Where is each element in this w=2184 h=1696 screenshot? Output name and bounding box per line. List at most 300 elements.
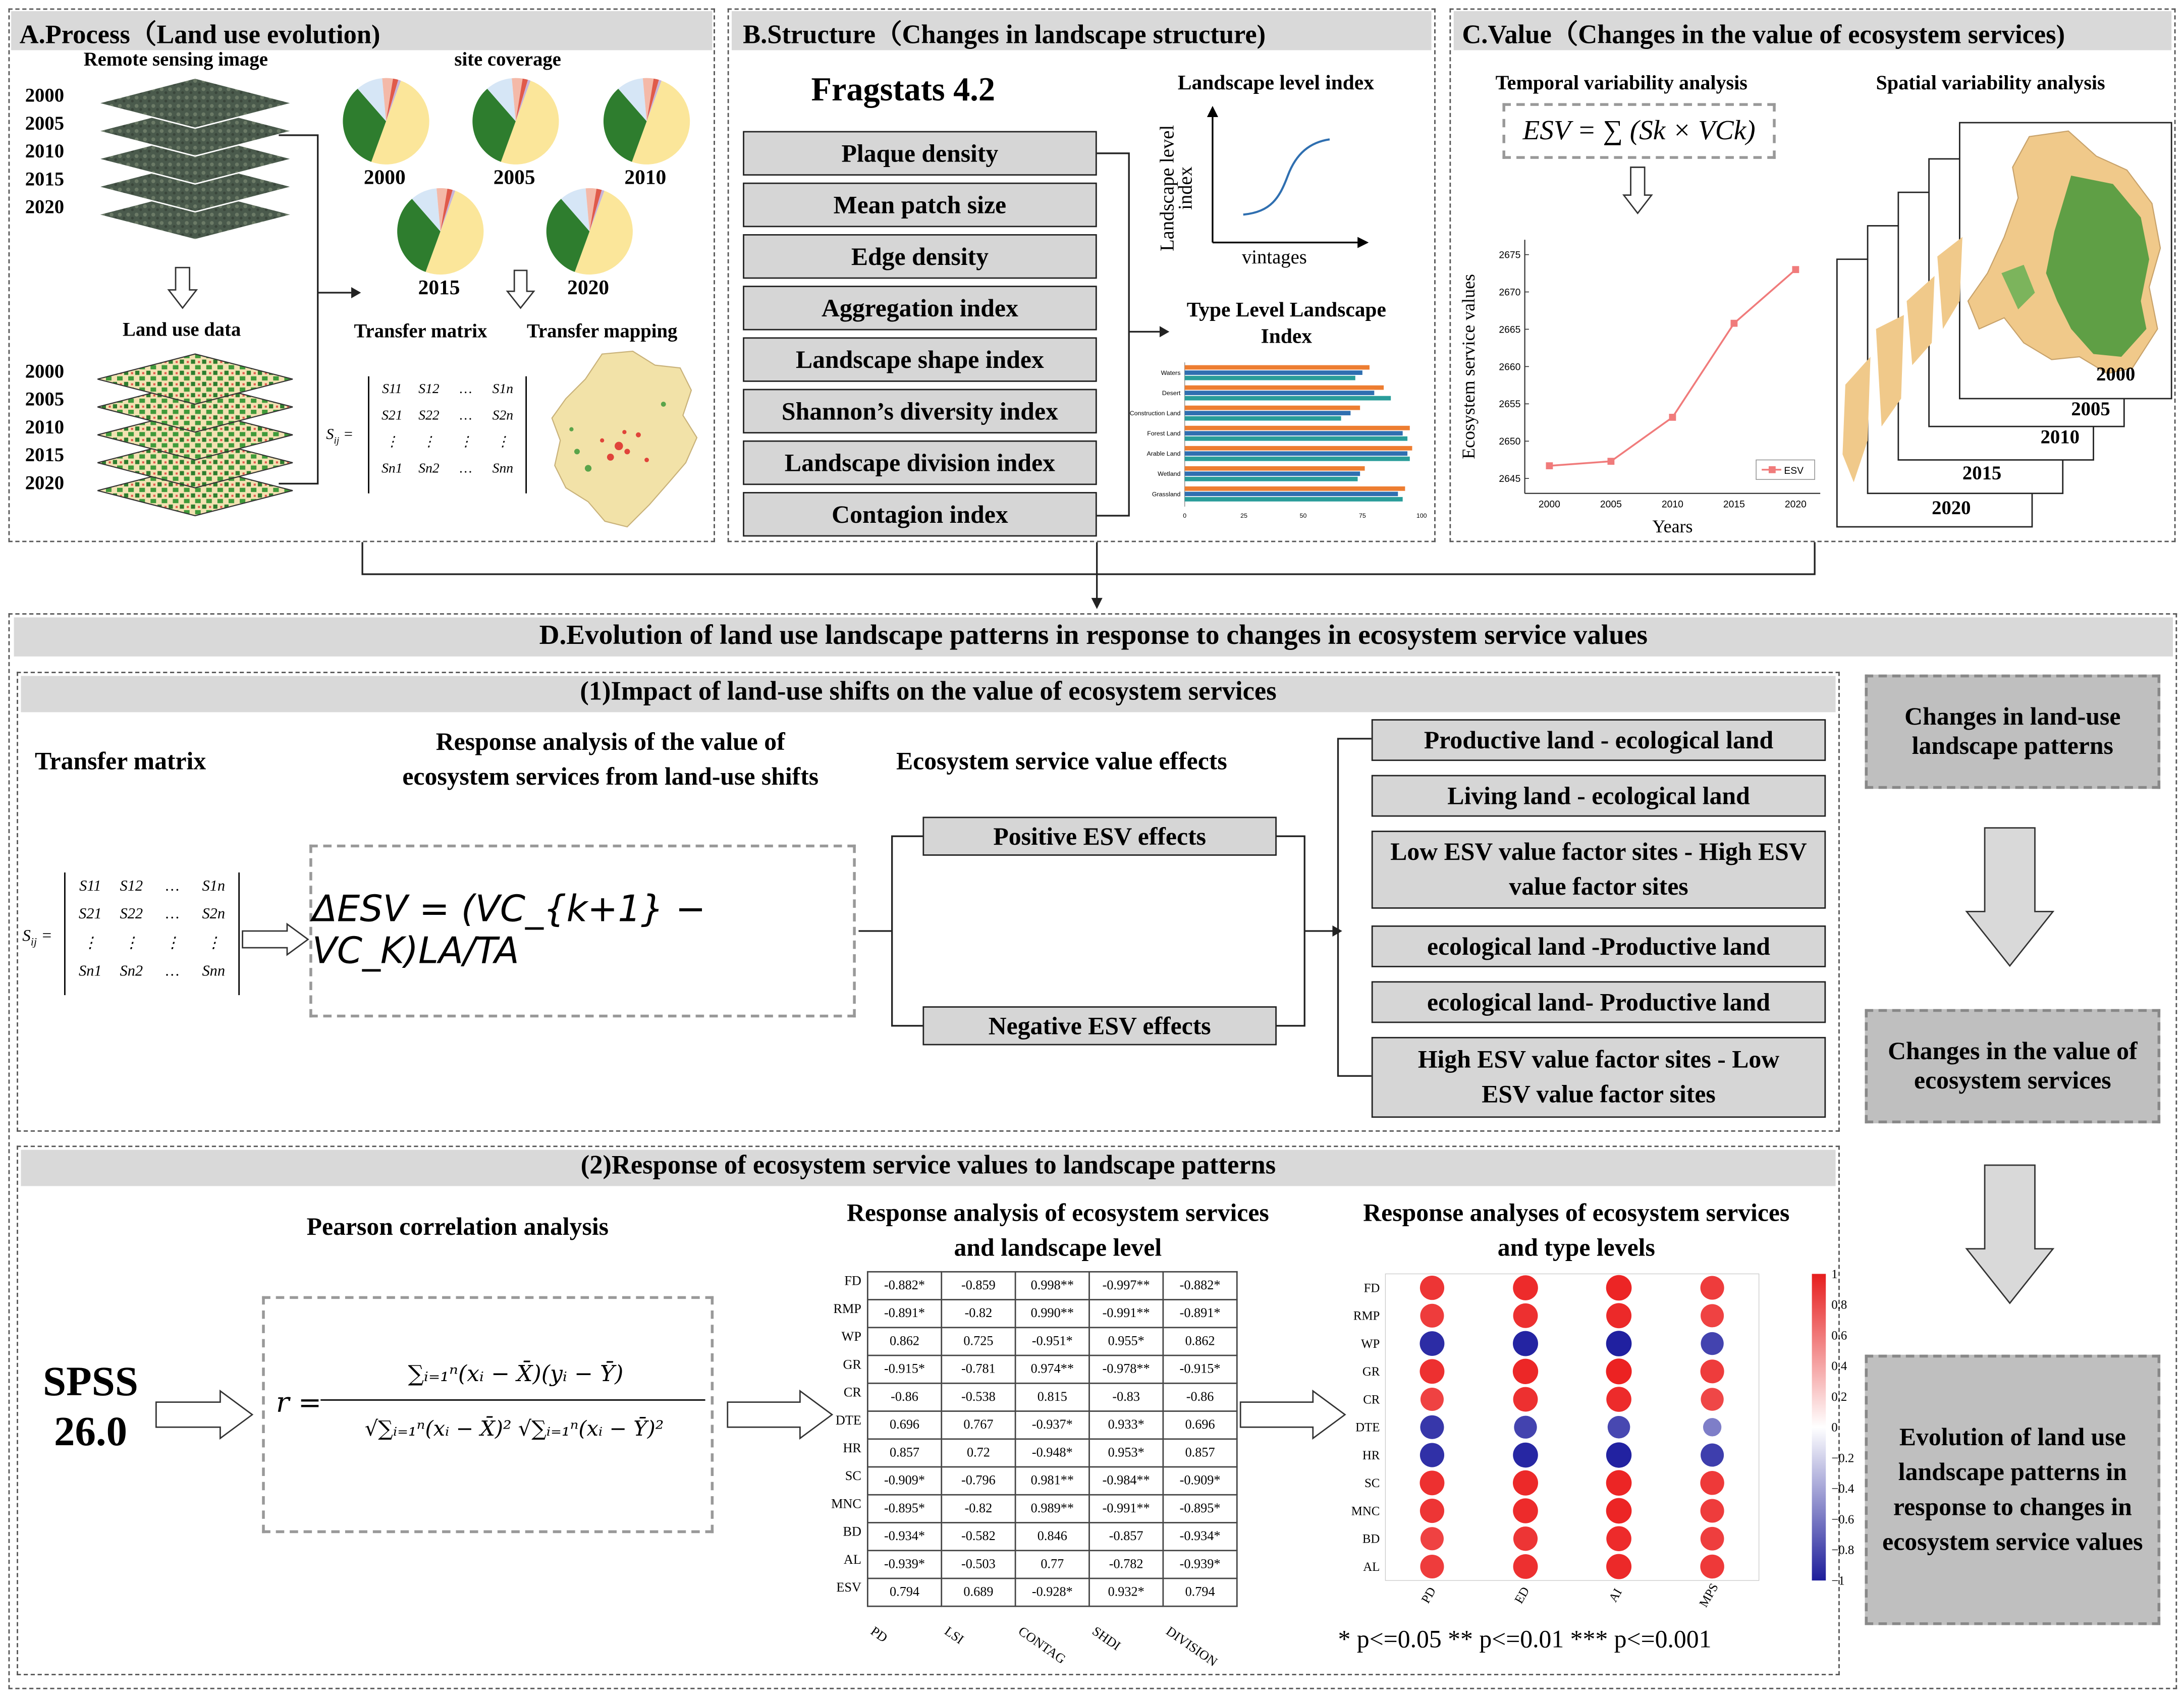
land-use-data-label: Land use data [123, 320, 241, 342]
dot [1701, 1359, 1724, 1383]
year-label: 2010 [25, 142, 65, 163]
table-row [867, 1522, 1237, 1550]
type-level-title: Type Level Landscape Index [1186, 299, 1386, 349]
index-box: Plaque density [743, 131, 1097, 176]
dot [1703, 1418, 1721, 1436]
dot [1420, 1470, 1445, 1495]
colorbar-tick-label: −0.4 [1831, 1482, 1854, 1496]
matrix-cell: ⋮ [459, 434, 473, 451]
table-row-label: CR [843, 1387, 861, 1401]
fragstats-label: Fragstats 4.2 [811, 72, 996, 109]
type-category-label: Wetland [1158, 470, 1181, 478]
pie-year-2020: 2020 [567, 277, 609, 300]
transfer-mapping-label: Transfer mapping [527, 322, 678, 343]
table-cell: 0.77 [1015, 1551, 1089, 1578]
dot-row-label: DTE [1355, 1420, 1380, 1435]
y-tick-label: 2665 [1499, 324, 1521, 336]
side-box-landscape: Changes in land-use landscape patterns [1865, 675, 2161, 789]
dot [1606, 1470, 1632, 1496]
dot [1513, 1470, 1538, 1496]
type-level-response-title: Response analyses of ecosystem services and type levels [1363, 1198, 1790, 1262]
negative-esv-box: Negative ESV effects [922, 1006, 1277, 1045]
type-category-label: Grassland [1152, 490, 1181, 498]
table-cell: 0.725 [942, 1328, 1015, 1355]
correlation-dot-plot [1330, 1267, 1854, 1617]
matrix-lhs-s: S [22, 925, 31, 945]
table-row [867, 1355, 1237, 1383]
dot [1700, 1555, 1724, 1578]
table-cell: -0.82 [942, 1495, 1015, 1522]
dot [1606, 1526, 1631, 1551]
pie-year-2000: 2000 [363, 167, 406, 190]
type-tick-label: 0 [1183, 512, 1187, 520]
dot [1513, 1554, 1538, 1579]
right-arrow-icon [728, 1390, 834, 1440]
dot-row-label: SC [1364, 1476, 1380, 1491]
panel-d-title: D.Evolution of land use landscape patterns in response to changes in ecosystem service values [14, 618, 2173, 656]
landscape-level-title: Landscape level index [1177, 72, 1374, 95]
matrix-cell: Snn [492, 461, 514, 477]
matrix-cell: … [459, 381, 472, 398]
table-row-label: RMP [833, 1303, 861, 1318]
effects-title: Ecosystem service value effects [896, 747, 1227, 775]
table-col-label: PD [867, 1625, 890, 1647]
esv-formula: ESV = ∑ (Sk × VCk) [1522, 115, 1756, 146]
table-row [867, 1411, 1237, 1439]
table-cell: 0.689 [942, 1578, 1015, 1606]
table-cell: -0.991** [1089, 1495, 1163, 1522]
matrix-cell: S1n [492, 381, 514, 398]
dot-row-label: BD [1362, 1532, 1380, 1546]
dot [1421, 1388, 1444, 1411]
dot [1701, 1499, 1724, 1522]
type-tick-label: 75 [1358, 512, 1366, 520]
table-cell: 0.933* [1089, 1411, 1163, 1439]
down-arrow-icon [1965, 828, 2054, 967]
index-box: Landscape division index [743, 441, 1097, 485]
dot [1606, 1358, 1632, 1384]
table-cell: -0.928* [1015, 1578, 1089, 1606]
matrix-cell: S11 [79, 878, 101, 895]
dot [1420, 1331, 1445, 1356]
colorbar-tick-label: 0.8 [1831, 1298, 1847, 1312]
transition-box: Living land - ecological land [1372, 775, 1826, 817]
dot [1420, 1276, 1444, 1300]
dot-col-label: MPS [1697, 1581, 1721, 1610]
table-cell: -0.895* [1163, 1495, 1237, 1522]
x-tick-label: 2010 [1661, 499, 1683, 510]
table-row-label: AL [843, 1554, 861, 1568]
table-cell: 0.696 [1163, 1411, 1237, 1439]
map-year-2015: 2015 [1962, 464, 2002, 485]
table-cell: -0.86 [867, 1383, 941, 1411]
table-cell: 0.857 [867, 1439, 941, 1467]
table-row-label: FD [844, 1275, 861, 1289]
dot [1701, 1388, 1723, 1410]
colorbar-tick-label: −0.2 [1831, 1451, 1854, 1465]
table-cell: -0.891* [867, 1300, 941, 1328]
right-arrow-icon [156, 1390, 253, 1440]
year-label: 2005 [25, 114, 65, 135]
site-coverage-label: site coverage [454, 50, 561, 71]
dot [1514, 1416, 1537, 1439]
index-box: Edge density [743, 234, 1097, 279]
table-cell: -0.909* [867, 1467, 941, 1495]
table-cell: 0.981** [1015, 1467, 1089, 1495]
matrix-cell: S1n [202, 878, 226, 895]
year-label: 2015 [25, 446, 65, 467]
table-col-label: LSI [941, 1625, 966, 1648]
matrix-cell: … [166, 963, 180, 980]
matrix-cell: S22 [418, 408, 440, 424]
spatial-title: Spatial variability analysis [1876, 72, 2105, 95]
dot-col-label: ED [1512, 1584, 1533, 1606]
dot-row-label: FD [1363, 1281, 1380, 1295]
colorbar-tick-label: −0.6 [1831, 1512, 1854, 1526]
table-row-label: GR [843, 1358, 861, 1373]
matrix-lhs-sub: ij [30, 936, 37, 949]
table-cell: 0.998** [1015, 1272, 1089, 1299]
matrix-cell: ⋮ [206, 935, 222, 952]
index-box: Shannon’s diversity index [743, 389, 1097, 433]
dot [1420, 1443, 1444, 1467]
table-cell: -0.882* [867, 1272, 941, 1299]
colorbar-tick-label: 1 [1831, 1267, 1838, 1281]
dot [1701, 1276, 1724, 1300]
table-cell: -0.939* [867, 1551, 941, 1578]
table-row [867, 1439, 1237, 1467]
dot [1606, 1303, 1631, 1328]
dot [1513, 1526, 1538, 1551]
dot-col-label: AI [1606, 1586, 1625, 1605]
matrix-cell: S2n [492, 408, 514, 424]
matrix-cell: … [166, 906, 180, 923]
significance-note: * p<=0.05 ** p<=0.01 *** p<=0.001 [1338, 1625, 1712, 1653]
table-cell: -0.937* [1015, 1411, 1089, 1439]
type-category-label: Desert [1162, 390, 1181, 397]
colorbar-tick-label: 0.6 [1831, 1329, 1847, 1343]
colorbar-tick-label: −1 [1831, 1574, 1845, 1588]
matrix-lhs-sub: ij [334, 435, 340, 447]
colorbar [1812, 1274, 1826, 1580]
dot [1420, 1415, 1444, 1439]
table-row [867, 1383, 1237, 1411]
colorbar-tick-label: −0.8 [1831, 1543, 1854, 1557]
matrix-cell: S22 [120, 906, 143, 923]
table-cell: -0.895* [867, 1495, 941, 1522]
dot [1700, 1471, 1724, 1495]
dot-row-label: RMP [1353, 1309, 1380, 1323]
table-cell: 0.846 [1015, 1522, 1089, 1550]
dot [1420, 1499, 1444, 1523]
table-row-label: SC [845, 1470, 861, 1485]
dot-row-label: WP [1361, 1337, 1380, 1351]
dot-row-label: GR [1362, 1365, 1380, 1379]
temporal-title: Temporal variability analysis [1495, 72, 1748, 95]
table-cell: 0.862 [1163, 1328, 1237, 1355]
table-cell: 0.932* [1089, 1578, 1163, 1606]
colorbar-tick-label: 0 [1831, 1420, 1838, 1435]
panel-a-title: A.Process（Land use evolution) [11, 11, 712, 50]
matrix-cell: ⋮ [385, 434, 399, 451]
dot-row-label: AL [1363, 1560, 1380, 1574]
table-row [867, 1328, 1237, 1355]
dot-row-label: HR [1362, 1448, 1380, 1462]
sub1-transfer-matrix: Transfer matrix [35, 747, 206, 775]
table-row-label: HR [843, 1442, 861, 1457]
y-tick-label: 2655 [1499, 399, 1521, 410]
delta-esv-formula: ΔESV = (VC_{k+1} − VC_K)LA/TA [312, 889, 706, 973]
table-col-label: CONTAG [1015, 1625, 1068, 1668]
transition-box: High ESV value factor sites - Low ESV value factor sites [1372, 1037, 1826, 1118]
dot [1701, 1304, 1724, 1327]
dot [1513, 1303, 1538, 1328]
matrix-cell: ⋮ [422, 434, 436, 451]
matrix-cell: ⋮ [165, 935, 180, 952]
positive-esv-box: Positive ESV effects [922, 817, 1277, 856]
table-cell: 0.862 [867, 1328, 941, 1355]
table-cell: -0.857 [1089, 1522, 1163, 1550]
x-tick-label: 2005 [1600, 499, 1622, 510]
year-label: 2015 [25, 170, 65, 191]
transition-box: Productive land - ecological land [1372, 719, 1826, 761]
matrix-cell: ⋮ [82, 935, 98, 952]
matrix-cell: … [166, 878, 180, 895]
matrix-cell: ⋮ [124, 935, 139, 952]
dot [1606, 1442, 1631, 1467]
table-cell: -0.934* [1163, 1522, 1237, 1550]
table-cell: -0.83 [1089, 1383, 1163, 1411]
matrix-lhs: $S_{ij}$ = [22, 925, 52, 949]
matrix-cell: S12 [418, 381, 440, 398]
table-row [867, 1495, 1237, 1522]
transition-box: ecological land- Productive land [1372, 981, 1826, 1023]
table-cell: 0.953* [1089, 1439, 1163, 1467]
table-cell: 0.794 [1163, 1578, 1237, 1606]
matrix-cell: S2n [202, 906, 226, 923]
remote-sensing-label: Remote sensing image [83, 50, 268, 71]
table-cell: -0.86 [1163, 1383, 1237, 1411]
dot [1608, 1416, 1630, 1439]
x-tick-label: 2015 [1723, 499, 1745, 510]
panel-c-title: C.Value（Changes in the value of ecosystem services) [1454, 11, 2171, 50]
table-cell: -0.582 [942, 1522, 1015, 1550]
dot [1420, 1304, 1444, 1328]
x-tick-label: 2000 [1538, 499, 1560, 510]
x-axis-label: Years [1652, 516, 1693, 537]
matrix-cell: … [459, 408, 472, 424]
table-cell: 0.72 [942, 1439, 1015, 1467]
landscape-level-response-title: Response analysis of ecosystem services and landscape level [846, 1198, 1269, 1262]
year-label: 2000 [25, 86, 65, 107]
spss-label: SPSS 26.0 [43, 1358, 138, 1455]
dot [1701, 1444, 1724, 1467]
x-tick-label: 2020 [1784, 499, 1807, 510]
year-label: 2020 [25, 198, 65, 219]
landscape-level-y-axis: Landscape level index [1158, 125, 1197, 251]
table-cell: -0.891* [1163, 1300, 1237, 1328]
table-cell: 0.696 [867, 1411, 941, 1439]
year-label: 2000 [25, 362, 65, 384]
dot-col-label: PD [1418, 1584, 1439, 1606]
table-cell: 0.767 [942, 1411, 1015, 1439]
transition-box: ecological land -Productive land [1372, 925, 1826, 967]
matrix-cell: … [459, 461, 472, 477]
dot [1513, 1331, 1538, 1356]
sub1-response-title: Response analysis of the value of ecosystem services from land-use shifts [402, 727, 819, 791]
index-box: Landscape shape index [743, 337, 1097, 381]
legend-label: ESV [1784, 466, 1804, 477]
dot [1420, 1359, 1445, 1384]
table-row [867, 1300, 1237, 1328]
table-row [867, 1272, 1237, 1299]
table-cell: -0.948* [1015, 1439, 1089, 1467]
side-box-esv: Changes in the value of ecosystem services [1865, 1009, 2161, 1123]
panel-b-title: B.Structure（Changes in landscape structure) [732, 11, 1432, 50]
matrix-cell: S21 [381, 408, 403, 424]
table-cell: 0.955* [1089, 1328, 1163, 1355]
matrix-cell: Sn2 [120, 963, 143, 980]
dot [1513, 1443, 1538, 1468]
table-cell: -0.503 [942, 1551, 1015, 1578]
table-cell: -0.978** [1089, 1355, 1163, 1383]
map-year-2010: 2010 [2040, 427, 2080, 449]
y-tick-label: 2670 [1499, 287, 1521, 298]
matrix-cell: S11 [382, 381, 402, 398]
table-cell: 0.990** [1015, 1300, 1089, 1328]
dot [1513, 1498, 1538, 1523]
y-tick-label: 2645 [1499, 474, 1521, 485]
dot [1421, 1527, 1444, 1550]
table-cell: -0.951* [1015, 1328, 1089, 1355]
table-cell: -0.859 [942, 1272, 1015, 1299]
type-tick-label: 50 [1299, 512, 1307, 520]
y-tick-label: 2660 [1499, 362, 1521, 373]
transition-box: Low ESV value factor sites - High ESV value factor sites [1372, 831, 1826, 909]
year-label: 2005 [25, 390, 65, 411]
table-cell: 0.815 [1015, 1383, 1089, 1411]
pearson-formula-box [262, 1296, 714, 1534]
y-axis-label: Ecosystem service values [1458, 274, 1479, 459]
matrix-lhs: $S_{ij}$ = [326, 426, 354, 447]
table-cell: 0.989** [1015, 1495, 1089, 1522]
table-cell: -0.909* [1163, 1467, 1237, 1495]
colorbar-tick-label: 0.4 [1831, 1359, 1847, 1374]
dot [1513, 1387, 1538, 1412]
year-label: 2020 [25, 474, 65, 495]
table-cell: 0.794 [867, 1578, 941, 1606]
dot [1701, 1332, 1723, 1355]
matrix-lhs-s: S [326, 426, 334, 444]
pearson-lhs: r = [276, 1385, 322, 1419]
landscape-level-x-axis: vintages [1241, 248, 1307, 269]
table-cell: -0.882* [1163, 1272, 1237, 1299]
dot [1513, 1275, 1538, 1300]
table-cell: -0.915* [867, 1355, 941, 1383]
table-cell: -0.781 [942, 1355, 1015, 1383]
pearson-fraction-bar [320, 1399, 705, 1401]
y-tick-label: 2675 [1499, 250, 1521, 261]
matrix-cell: S12 [120, 878, 143, 895]
map-year-2005: 2005 [2071, 400, 2110, 421]
pie-year-2015: 2015 [418, 277, 460, 300]
dot [1420, 1555, 1444, 1578]
table-cell: -0.939* [1163, 1551, 1237, 1578]
type-tick-label: 100 [1416, 512, 1427, 520]
pearson-denominator: √∑ᵢ₌₁ⁿ(xᵢ − X̄)² √∑ᵢ₌₁ⁿ(xᵢ − Ȳ)² [364, 1416, 664, 1441]
type-category-label: Arable Land [1146, 450, 1181, 458]
table-row-label: MNC [831, 1498, 861, 1512]
dot-row-label: CR [1363, 1393, 1380, 1407]
pie-year-2005: 2005 [493, 167, 535, 190]
matrix-cell: ⋮ [496, 434, 510, 451]
colorbar-tick-label: 0.2 [1831, 1390, 1847, 1404]
sub1-title: (1)Impact of land-use shifts on the value of ecosystem services [21, 676, 1835, 713]
matrix-cell: S21 [79, 906, 102, 923]
table-row-label: BD [843, 1526, 861, 1541]
table-row [867, 1578, 1237, 1606]
pearson-numerator: ∑ᵢ₌₁ⁿ(xᵢ − X̄)(yᵢ − Ȳ) [408, 1360, 624, 1387]
y-tick-label: 2650 [1499, 436, 1521, 448]
table-cell: -0.796 [942, 1467, 1015, 1495]
correlation-table-grid [867, 1271, 1238, 1607]
matrix-cell: Sn1 [79, 963, 102, 980]
table-row-label: DTE [835, 1414, 861, 1429]
type-category-label: Forest Land [1147, 430, 1181, 437]
map-year-2020: 2020 [1932, 499, 1971, 520]
table-cell: -0.782 [1089, 1551, 1163, 1578]
table-cell: -0.915* [1163, 1355, 1237, 1383]
table-cell: -0.997** [1089, 1272, 1163, 1299]
side-box-evolution: Evolution of land use landscape patterns in response to changes in ecosystem service values [1865, 1355, 2161, 1625]
type-category-label: Construction Land [1129, 410, 1181, 417]
table-row [867, 1467, 1237, 1495]
dot [1606, 1498, 1632, 1524]
year-label: 2010 [25, 418, 65, 440]
dot [1606, 1554, 1631, 1579]
table-cell: -0.934* [867, 1522, 941, 1550]
index-box: Mean patch size [743, 183, 1097, 227]
table-cell: 0.974** [1015, 1355, 1089, 1383]
table-cell: -0.984** [1089, 1467, 1163, 1495]
table-row-label: ESV [836, 1581, 861, 1596]
type-tick-label: 25 [1240, 512, 1247, 520]
dot [1606, 1387, 1631, 1412]
index-box: Contagion index [743, 492, 1097, 536]
pearson-label: Pearson correlation analysis [306, 1212, 609, 1241]
table-cell: -0.991** [1089, 1300, 1163, 1328]
matrix-cell: Sn1 [381, 461, 403, 477]
matrix-cell: Sn2 [418, 461, 440, 477]
table-cell: -0.82 [942, 1300, 1015, 1328]
dot [1606, 1275, 1632, 1301]
dot [1513, 1359, 1538, 1384]
dot [1701, 1527, 1724, 1551]
dot-row-label: MNC [1351, 1504, 1380, 1518]
pie-year-2010: 2010 [624, 167, 667, 190]
table-cell: 0.857 [1163, 1439, 1237, 1467]
type-category-label: Waters [1161, 369, 1181, 376]
index-box: Aggregation index [743, 286, 1097, 330]
table-row [867, 1551, 1237, 1578]
transfer-matrix-label: Transfer matrix [354, 322, 487, 343]
down-arrow-icon [1965, 1165, 2054, 1304]
table-col-label: SHDI [1088, 1625, 1122, 1655]
table-row-label: WP [841, 1331, 861, 1345]
sub2-title: (2)Response of ecosystem service values to landscape patterns [21, 1150, 1835, 1186]
dot [1606, 1331, 1632, 1356]
map-year-2000: 2000 [2096, 365, 2136, 387]
